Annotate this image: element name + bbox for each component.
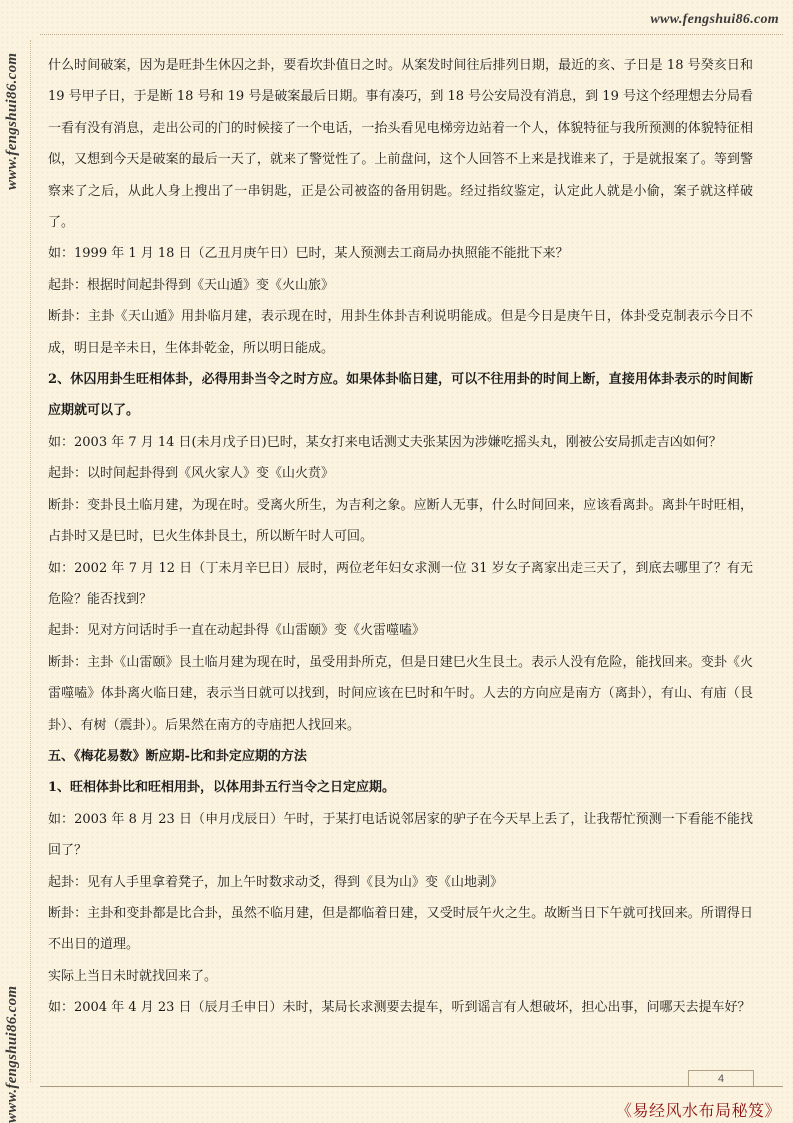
book-title: 《易经风水布局秘笈》: [615, 1101, 781, 1120]
subsection-heading: 1、旺相体卦比和旺相用卦，以体用卦五行当令之日定应期。: [48, 780, 396, 796]
paragraph: 如：2002 年 7 月 12 日（丁未月辛巳日）辰时，两位老年妇女求测一位 31 岁女子离家出走三天了，到底去哪里了？有无危险？能否找到？: [48, 560, 753, 607]
paragraph: 起卦：以时间起卦得到《风火家人》变《山火贲》: [48, 466, 335, 482]
side-site-url-top: www.fengshui86.com: [4, 52, 20, 190]
header-site-url: www.fengshui86.com: [650, 12, 779, 27]
paragraph: 什么时间破案，因为是旺卦生休囚之卦，要看坎卦值日之时。从案发时间往后排列日期，最近的亥、子日是 18 号癸亥日和 19 号甲子日，于是断 18 号和 19 号是破案最后日期。事有凑巧，到 18 号公安局没有消息，到 19 号这个经理想去分局看一看有没有消息，走出公司的门的时候接了一个电话，一抬头看见电梯旁边站着一个人，体貌特征与我所预测的体貌特征相似，又想到今天是破案的最后一天了，就来了警觉性了。上前盘问，这个人回答不上来是找谁来了，于是就报案了。等到警察来了之后，从此人身上搜出了一串钥匙，正是公司被盗的备用钥匙。经过指纹鉴定，认定此人就是小偷，案子就这样破了。: [48, 58, 753, 231]
paragraph: 如：2003 年 7 月 14 日(未月戊子日)巳时，某女打来电话测丈夫张某因为涉嫌吃摇头丸，刚被公安局抓走吉凶如何？: [48, 434, 722, 450]
page-number: 4: [688, 1070, 754, 1087]
footer-divider: [40, 1086, 783, 1087]
section-heading: 五、《梅花易数》断应期-比和卦定应期的方法: [48, 748, 307, 764]
paragraph: 起卦：见有人手里拿着凳子，加上午时数求动爻，得到《艮为山》变《山地剥》: [48, 874, 504, 890]
paragraph: 断卦：变卦艮土临月建，为现在时。受离火所生，为吉利之象。应断人无事，什么时间回来，应该看离卦。离卦午时旺相，占卦时又是巳时，巳火生体卦艮土，所以断午时人可回。: [48, 497, 753, 545]
paragraph: 断卦：主卦《天山遁》用卦临月建，表示现在时，用卦生体卦吉利说明能成。但是今日是庚午日，体卦受克制表示今日不成，明日是辛未日，生体卦乾金，所以明日能成。: [48, 309, 753, 356]
paragraph: 如：1999 年 1 月 18 日（乙丑月庚午日）巳时，某人预测去工商局办执照能不能批下来？: [48, 246, 569, 262]
paragraph: 如：2003 年 8 月 23 日（申月戊辰日）午时，于某打电话说邻居家的驴子在今天早上丢了，让我帮忙预测一下看能不能找回了？: [48, 811, 753, 859]
document-body: [48, 50, 753, 1024]
paragraph: 断卦：主卦和变卦都是比合卦，虽然不临月建，但是都临着日建，又受时辰午火之生。故断当日下午就可找回来。所谓得日不出日的道理。: [48, 905, 753, 953]
paragraph: 断卦：主卦《山雷颐》艮土临月建为现在时，虽受用卦所克，但是日建巳火生艮土。表示人没有危险，能找回来。变卦《火雷噬嗑》体卦离火临日建，表示当日就可以找到，时间应该在巳时和午时。人去的方向应是南方（离卦），有山、有庙（艮卦）、有树（震卦）。后果然在南方的寺庙把人找回来。: [48, 654, 753, 733]
subsection-heading: 2、休囚用卦生旺相体卦，必得用卦当令之时方应。如果体卦临日建，可以不往用卦的时间上断，直接用体卦表示的时间断应期就可以了。: [48, 372, 753, 419]
paragraph: 起卦：见对方问话时手一直在动起卦得《山雷颐》变《火雷噬嗑》: [48, 623, 426, 639]
side-divider: [30, 40, 31, 1082]
header-divider: [40, 34, 783, 35]
paragraph: 如：2004 年 4 月 23 日（辰月壬申日）未时，某局长求测要去提车，听到谣言有人想破坏，担心出事，问哪天去提车好？: [48, 1000, 751, 1016]
paragraph: 起卦：根据时间起卦得到《天山遁》变《火山旅》: [48, 277, 335, 293]
paragraph: 实际上当日未时就找回来了。: [48, 968, 218, 984]
side-site-url-bottom: www.fengshui86.com: [4, 985, 20, 1123]
